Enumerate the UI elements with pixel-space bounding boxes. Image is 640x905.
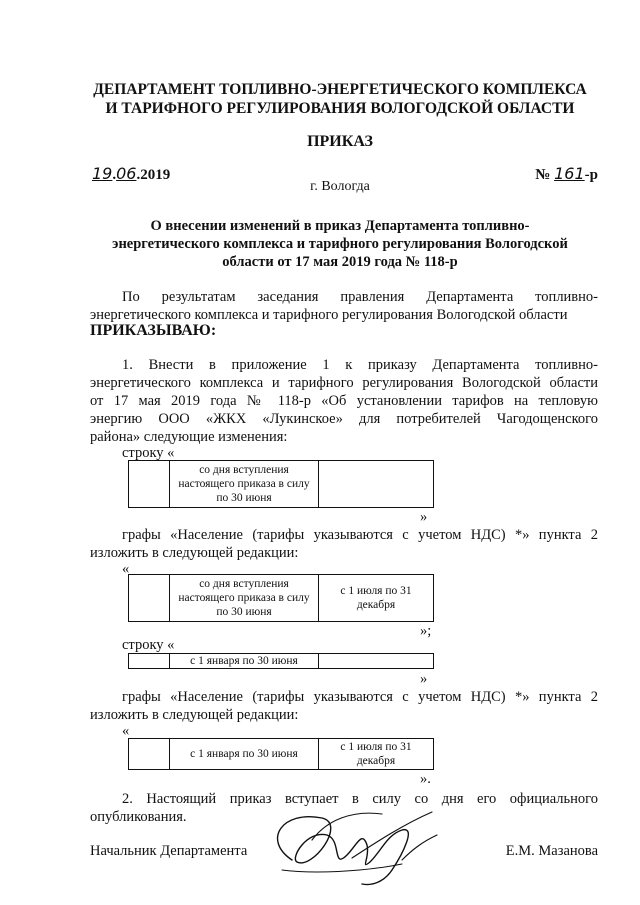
item2-line2: опубликования.	[90, 809, 187, 825]
close-quote-1: »	[420, 509, 428, 525]
table-1	[128, 460, 434, 508]
table-cell: с 1 января по 30 июня	[170, 654, 319, 669]
open-quote-4: «	[122, 723, 130, 739]
number-value: 161	[554, 164, 585, 183]
column-text-2-line1: графы «Население (тарифы указываются с учетом НДС) *» пункта 2	[122, 689, 598, 705]
table-3	[128, 653, 434, 669]
department-name-line1: ДЕПАРТАМЕНТ ТОПЛИВНО-ЭНЕРГЕТИЧЕСКОГО КОМПЛЕКСА	[93, 81, 587, 98]
table-cell: с 1 января по 30 июня	[170, 739, 319, 770]
column-text-1-line2: изложить в следующей редакции:	[90, 545, 299, 561]
date-month: 06	[116, 164, 137, 183]
item1-line2: энергетического комплекса и тарифного регулирования Вологодской области	[90, 375, 598, 391]
row-label-2: строку «	[122, 637, 175, 653]
preamble-line2: энергетического комплекса и тарифного регулирования Вологодской области	[90, 307, 568, 323]
table-cell-empty	[129, 461, 170, 508]
table-cell: с 1 июля по 31 декабря	[319, 739, 434, 770]
doc-type-title: ПРИКАЗ	[307, 133, 373, 150]
column-text-1-line1: графы «Население (тарифы указываются с учетом НДС) *» пункта 2	[122, 527, 598, 543]
number-suffix: -р	[584, 167, 598, 183]
table-cell: с 1 июля по 31 декабря	[319, 575, 434, 622]
table-row	[129, 575, 434, 622]
table-row	[129, 461, 434, 508]
department-name-line2: И ТАРИФНОГО РЕГУЛИРОВАНИЯ ВОЛОГОДСКОЙ ОБЛАСТИ	[105, 100, 575, 117]
subject-line2: энергетического комплекса и тарифного регулирования Вологодской	[112, 236, 568, 252]
signer-position: Начальник Департамента	[90, 843, 248, 859]
table-row	[129, 654, 434, 669]
handwritten-signature	[252, 800, 452, 890]
signer-name: Е.М. Мазанова	[505, 843, 598, 859]
date-day: 19	[92, 164, 113, 183]
date-sep: .	[112, 167, 117, 183]
item1-line3: от 17 мая 2019 года № 118-р «Об установлении тарифов на тепловую	[90, 393, 598, 409]
table-cell-empty	[319, 461, 434, 508]
date-year: .2019	[136, 167, 171, 183]
table-cell-empty	[129, 575, 170, 622]
item1-line1: 1. Внести в приложение 1 к приказу Департамента топливно-	[122, 357, 598, 373]
item1-line5: района» следующие изменения:	[90, 429, 288, 445]
table-cell-empty	[129, 654, 170, 669]
subject-line3: области от 17 мая 2019 года № 118-р	[222, 254, 458, 270]
table-2	[128, 574, 434, 622]
close-quote-4: ».	[420, 771, 431, 787]
row-label-1: строку «	[122, 445, 175, 461]
open-quote-2: «	[122, 561, 130, 577]
number-prefix: №	[535, 167, 551, 183]
order-word: ПРИКАЗЫВАЮ:	[90, 322, 217, 339]
subject-line1: О внесении изменений в приказ Департамента топливно-	[150, 218, 530, 234]
table-cell: со дня вступления настоящего приказа в силу по 30 июня	[170, 575, 319, 622]
table-cell-empty	[319, 654, 434, 669]
city: г. Вологда	[310, 179, 370, 194]
item2-line1: 2. Настоящий приказ вступает в силу со дня его официального	[122, 791, 598, 807]
close-quote-3: »	[420, 671, 428, 687]
table-cell-empty	[129, 739, 170, 770]
item1-line4: энергию ООО «ЖКХ «Лукинское» для потребителей Чагодощенского	[90, 411, 598, 427]
column-text-2-line2: изложить в следующей редакции:	[90, 707, 299, 723]
preamble-line1: По результатам заседания правления Департамента топливно-	[122, 289, 598, 305]
table-4	[128, 738, 434, 770]
close-quote-2: »;	[420, 623, 432, 639]
table-cell: со дня вступления настоящего приказа в силу по 30 июня	[170, 461, 319, 508]
table-row	[129, 739, 434, 770]
